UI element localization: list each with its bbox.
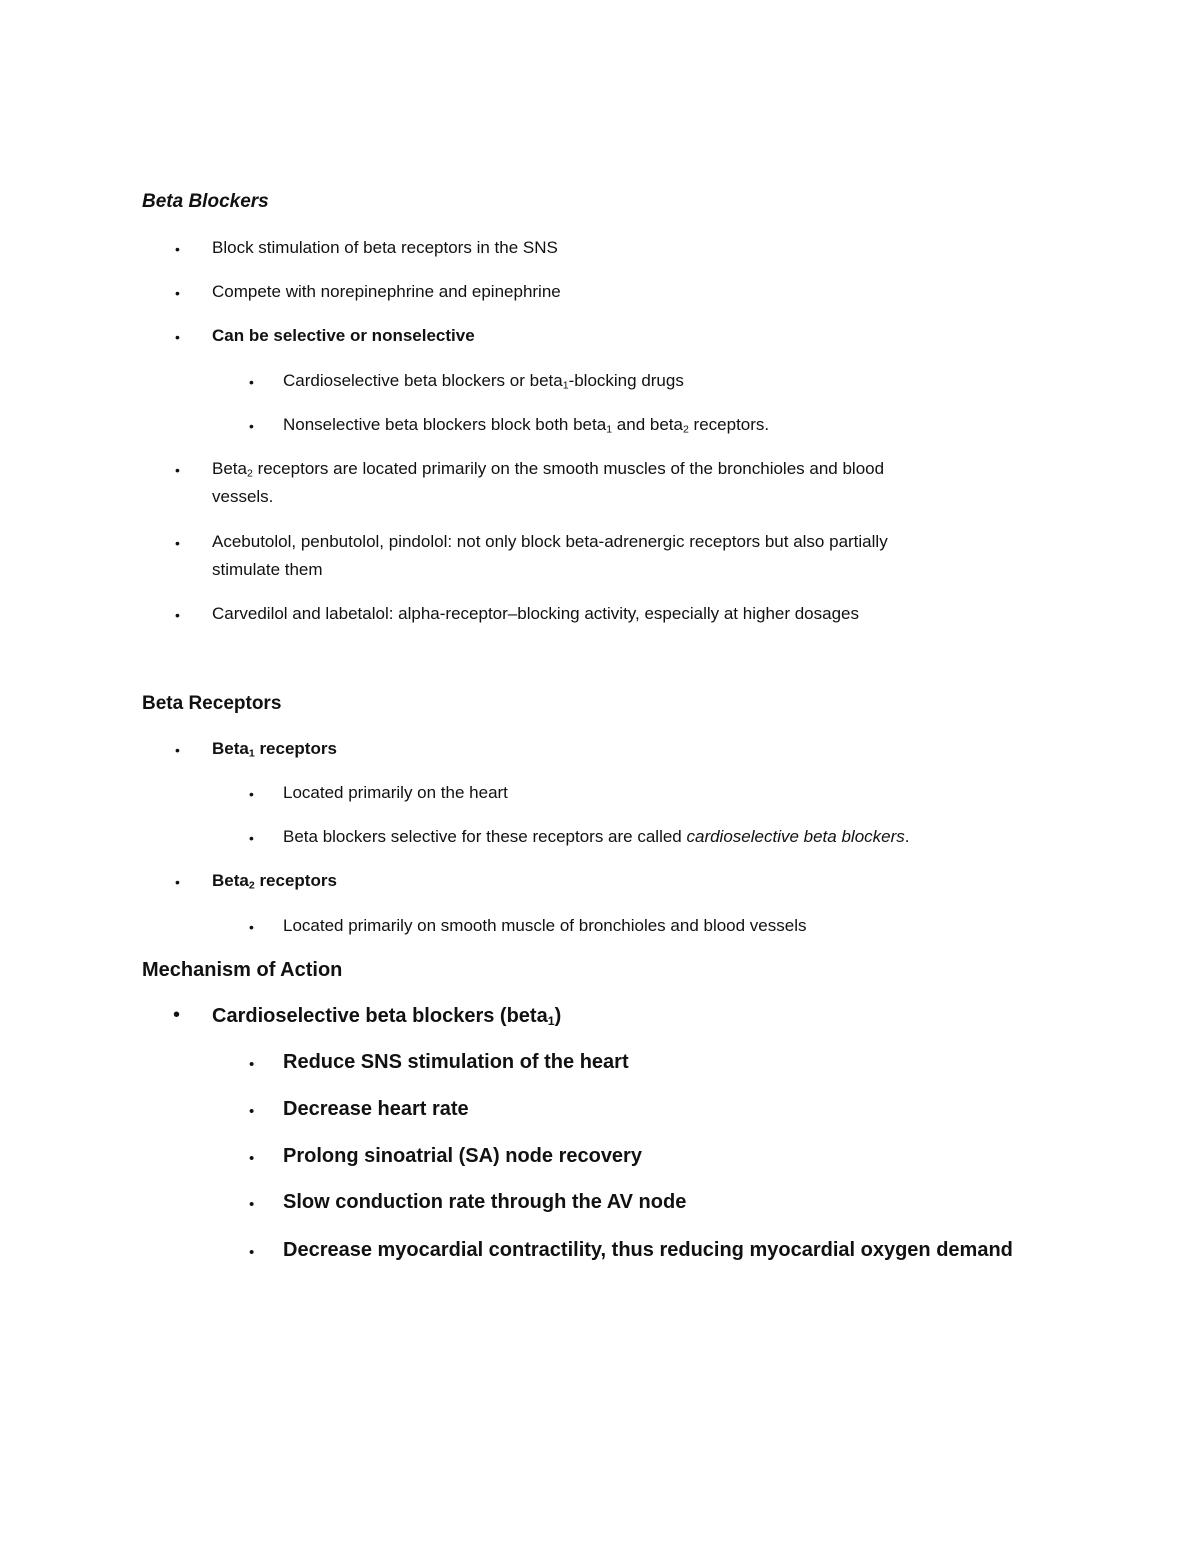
list-item: Decrease myocardial contractility, thus reducing myocardial oxygen demand — [283, 1239, 1013, 1261]
bullet-icon: • — [175, 742, 180, 758]
text-run: -blocking drugs — [568, 371, 684, 390]
list-item: Compete with norepinephrine and epinephrine — [212, 282, 561, 301]
list-item — [283, 827, 910, 847]
subscript: 2 — [246, 467, 253, 480]
subscript: 1 — [606, 423, 613, 436]
bullet-icon: • — [175, 329, 180, 345]
bullet-icon: • — [249, 1244, 255, 1261]
bullet-icon: • — [175, 535, 180, 551]
text-run: receptors. — [688, 415, 770, 434]
text-run: receptors are located primarily on the smooth muscles of the bronchioles and blood — [252, 459, 885, 478]
list-item: Located primarily on smooth muscle of bronchioles and blood vessels — [283, 916, 807, 935]
subscript: 2 — [248, 879, 255, 892]
bullet-icon: • — [249, 919, 254, 935]
list-item: Decrease heart rate — [283, 1098, 469, 1120]
bullet-icon: • — [175, 874, 180, 890]
list-item: Slow conduction rate through the AV node — [283, 1191, 687, 1213]
list-item: Reduce SNS stimulation of the heart — [283, 1051, 629, 1073]
text-run: Beta blockers selective for these receptors are called — [283, 827, 687, 846]
text-run: and beta — [612, 415, 683, 434]
list-item: Block stimulation of beta receptors in the SNS — [212, 238, 558, 257]
bullet-icon: • — [175, 607, 180, 623]
list-item: Prolong sinoatrial (SA) node recovery — [283, 1145, 642, 1167]
list-item: Acebutolol, penbutolol, pindolol: not only block beta-adrenergic receptors but also partially — [212, 532, 888, 551]
bullet-icon: • — [249, 1150, 255, 1167]
subscript: 1 — [248, 747, 255, 760]
text-run: ) — [554, 1005, 562, 1027]
list-item-continuation: stimulate them — [212, 560, 323, 579]
text-run: receptors — [254, 871, 337, 890]
bullet-icon: • — [249, 1103, 255, 1120]
bullet-icon: • — [249, 374, 254, 390]
heading-mechanism-of-action: Mechanism of Action — [142, 959, 343, 981]
bullet-icon: • — [175, 462, 180, 478]
text-run: Nonselective beta blockers block both beta — [283, 415, 607, 434]
bullet-icon: • — [175, 241, 180, 257]
bullet-icon: • — [249, 1056, 255, 1073]
subscript: 2 — [682, 423, 689, 436]
bullet-icon: • — [249, 1196, 255, 1213]
text-run: Beta — [212, 459, 247, 478]
text-run: . — [904, 827, 910, 846]
list-item: Carvedilol and labetalol: alpha-receptor–blocking activity, especially at higher dosages — [212, 604, 860, 623]
heading-beta-blockers: Beta Blockers — [142, 191, 269, 212]
text-run: receptors — [254, 739, 337, 758]
list-item-continuation: vessels. — [212, 487, 274, 506]
list-item: Can be selective or nonselective — [212, 326, 475, 345]
list-item — [283, 415, 769, 435]
text-run: Cardioselective beta blockers (beta — [212, 1005, 548, 1027]
heading-beta-receptors: Beta Receptors — [142, 693, 282, 714]
text-run-italic: cardioselective beta blockers — [686, 827, 905, 846]
subscript: 1 — [547, 1014, 555, 1029]
text-run: Beta — [212, 871, 249, 890]
bullet-icon: • — [175, 285, 180, 301]
bullet-icon: • — [173, 1004, 181, 1026]
list-item — [212, 871, 337, 891]
list-item — [212, 459, 884, 479]
bullet-icon: • — [249, 830, 254, 846]
bullet-icon: • — [249, 418, 254, 434]
subscript: 1 — [562, 379, 569, 392]
text-run: Beta — [212, 739, 249, 758]
bullet-icon: • — [249, 786, 254, 802]
list-item — [212, 739, 337, 759]
list-item — [212, 1005, 561, 1028]
list-item — [283, 371, 684, 391]
text-run: Cardioselective beta blockers or beta — [283, 371, 563, 390]
list-item: Located primarily on the heart — [283, 783, 508, 802]
